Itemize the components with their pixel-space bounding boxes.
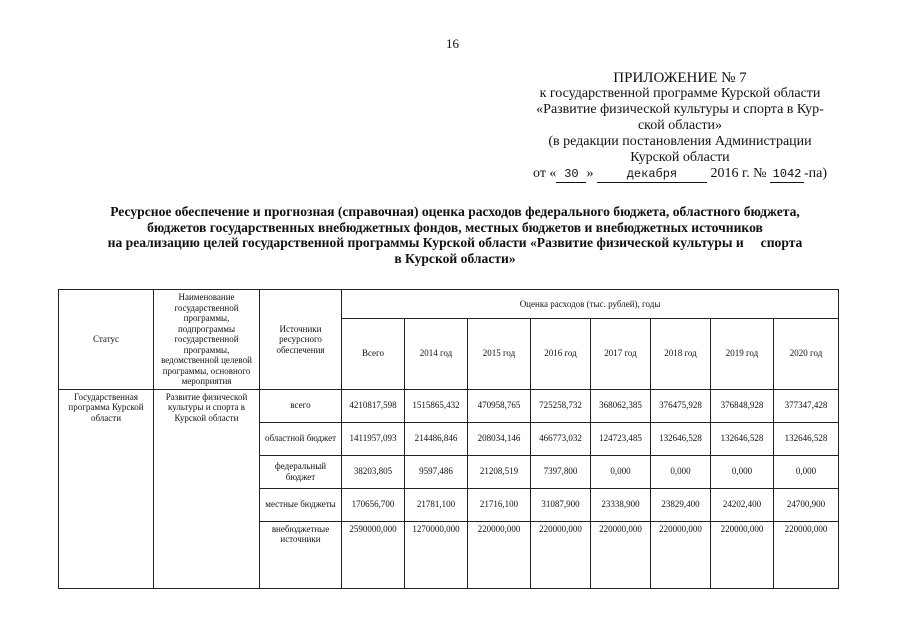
value-cell: 368062,385 [591,389,651,422]
appendix-block [500,70,860,183]
header-sources: Источники ресурсного обеспечения [260,290,342,390]
value-cell: 124723,485 [591,422,651,455]
header-estimate: Оценка расходов (тыс. рублей), годы [342,290,839,319]
value-cell: 21208,519 [468,455,531,488]
date-prefix: от « [533,166,557,181]
header-status: Статус [59,290,154,390]
heading-line-3: на реализацию целей государственной программы Курской области «Развитие физической культуры и спорта [107,235,803,250]
budget-table [58,289,839,589]
value-cell: 132646,528 [651,422,711,455]
appendix-line-5: Курской области [630,150,730,165]
value-cell: 132646,528 [774,422,839,455]
value-cell: 23338,900 [591,488,651,521]
value-cell: 0,000 [591,455,651,488]
value-cell: 1411957,093 [342,422,405,455]
header-year-2014: 2014 год [405,318,468,389]
value-cell: 208034,146 [468,422,531,455]
appendix-line-4: (в редакции постановления Администрации [548,134,812,149]
value-cell: 7397,800 [531,455,591,488]
value-cell: 2590000,000 [342,521,405,588]
value-cell: 170656,700 [342,488,405,521]
value-cell: 21716,100 [468,488,531,521]
source-cell: местные бюджеты [260,488,342,521]
date-month: декабря [597,166,707,183]
date-year: 2016 г. № [710,166,767,181]
appendix-line-3: ской области» [637,118,723,133]
value-cell: 220000,000 [531,521,591,588]
source-cell: всего [260,389,342,422]
table-row [59,389,839,422]
header-year-total: Всего [342,318,405,389]
value-cell: 0,000 [711,455,774,488]
appendix-line-1: к государственной программе Курской области [539,86,821,101]
header-year-2017: 2017 год [591,318,651,389]
page-number: 16 [446,36,459,51]
program-name-cell: Развитие физической культуры и спорта в Курской области [154,389,260,588]
source-cell: внебюджетные источники [260,521,342,588]
date-day: 30 [556,166,586,183]
header-year-2016: 2016 год [531,318,591,389]
value-cell: 220000,000 [651,521,711,588]
header-program-name: Наименование государственной программы, подпрограммы государственной программы, ведомственной целевой программы, основного мероприятия [154,290,260,390]
value-cell: 9597,486 [405,455,468,488]
header-row-1 [59,290,839,319]
header-year-2019: 2019 год [711,318,774,389]
value-cell: 376475,928 [651,389,711,422]
date-mid: » [586,166,594,181]
value-cell: 0,000 [774,455,839,488]
value-cell: 220000,000 [774,521,839,588]
value-cell: 377347,428 [774,389,839,422]
value-cell: 376848,928 [711,389,774,422]
header-year-2018: 2018 год [651,318,711,389]
header-year-2020: 2020 год [774,318,839,389]
value-cell: 23829,400 [651,488,711,521]
value-cell: 24700,900 [774,488,839,521]
value-cell: 725258,732 [531,389,591,422]
header-year-2015: 2015 год [468,318,531,389]
document-heading [55,204,855,266]
appendix-line-2: «Развитие физической культуры и спорта в Кур- [536,102,824,117]
value-cell: 21781,100 [405,488,468,521]
heading-line-4: в Курской области» [394,250,516,266]
value-cell: 38203,805 [342,455,405,488]
value-cell: 0,000 [651,455,711,488]
value-cell: 24202,400 [711,488,774,521]
appendix-title: ПРИЛОЖЕНИЕ № 7 [613,70,747,86]
status-cell: Государственная программа Курской области [59,389,154,588]
value-cell: 220000,000 [468,521,531,588]
value-cell: 466773,032 [531,422,591,455]
resolution-date-line [533,166,827,183]
value-cell: 31087,900 [531,488,591,521]
value-cell: 214486,846 [405,422,468,455]
value-cell: 132646,528 [711,422,774,455]
heading-line-1: Ресурсное обеспечение и прогнозная (справочная) оценка расходов федерального бюджета, областного бюджета, [110,204,800,219]
value-cell: 1270000,000 [405,521,468,588]
source-cell: федеральный бюджет [260,455,342,488]
source-cell: областной бюджет [260,422,342,455]
value-cell: 4210817,598 [342,389,405,422]
value-cell: 470958,765 [468,389,531,422]
heading-line-2: бюджетов государственных внебюджетных фондов, местных бюджетов и внебюджетных источников [147,219,763,235]
value-cell: 1515865,432 [405,389,468,422]
value-cell: 220000,000 [591,521,651,588]
resolution-number: 1042 [770,166,804,183]
value-cell: 220000,000 [711,521,774,588]
resolution-suffix: -па) [803,166,827,181]
